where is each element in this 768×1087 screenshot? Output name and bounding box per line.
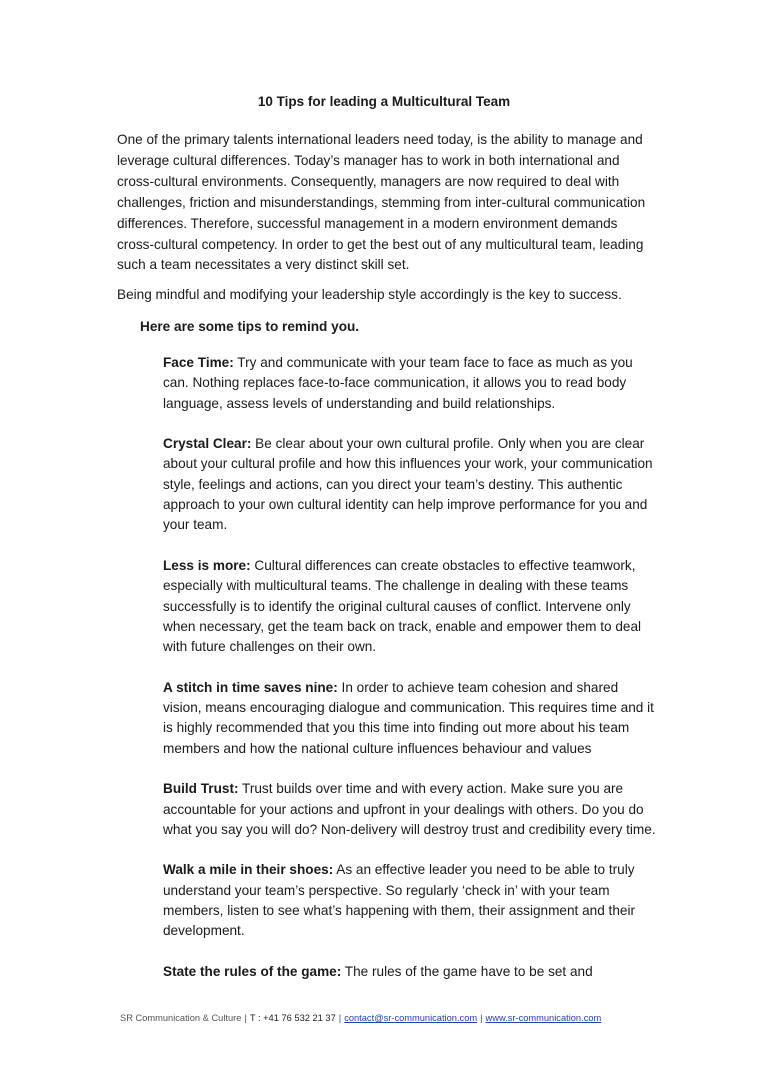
- tip-label: State the rules of the game:: [163, 963, 342, 979]
- tip-text: Trust builds over time and with every action. Make sure you are accountable for your actions and upfront in your dealings with others. Do you do what you say you will do? Non-delivery will destroy trust and credibility every time.: [163, 781, 656, 837]
- tip-text: As an effective leader you need to be able to truly understand your team’s perspective. So regularly ‘check in’ with your team members, listen to see what’s happening with them, their assignment and their development.: [163, 862, 636, 939]
- tip-less-is-more: [163, 556, 658, 657]
- tips-list: [163, 353, 658, 1003]
- tip-rules-of-the-game: [163, 962, 658, 982]
- tip-walk-a-mile: [163, 860, 658, 941]
- tip-crystal-clear: [163, 434, 658, 535]
- tip-text: Be clear about your own cultural profile. Only when you are clear about your cultural profile and how this influences your work, your communication style, feelings and actions, can you direct your team’s destiny. This authentic approach to your own cultural identity can help improve performance for you and your team.: [163, 436, 653, 533]
- tip-text: Cultural differences can create obstacles to effective teamwork, especially with multicultural teams. The challenge in dealing with these teams successfully is to identify the original cultural causes of conflict. Intervene only when necessary, get the team back on track, enable and empower them to deal with future challenges on their own.: [163, 557, 642, 655]
- tips-heading: Here are some tips to remind you.: [140, 319, 360, 334]
- tip-text: In order to achieve team cohesion and shared vision, means encouraging dialogue and communication. This requires time and it is highly recommended that you this time into finding out more about his team members and how the national culture influences behaviour and values: [163, 679, 654, 756]
- tip-face-time: [163, 353, 658, 414]
- footer-phone: T : +41 76 532 21 37: [249, 1013, 336, 1023]
- document-title: 10 Tips for leading a Multicultural Team: [257, 94, 511, 109]
- tip-build-trust: [163, 779, 658, 840]
- tip-stitch-in-time: [163, 678, 658, 759]
- tip-text: Try and communicate with your team face to face as much as you can. Nothing replaces face-to-face communication, it allows you to read body language, assess levels of understanding and build relationships.: [163, 355, 633, 411]
- tip-text: The rules of the game have to be set and: [341, 963, 593, 979]
- footer-email-link[interactable]: contact@sr-communication.com: [344, 1013, 478, 1023]
- footer-separator: |: [244, 1013, 247, 1023]
- key-to-success-paragraph: Being mindful and modifying your leadership style accordingly is the key to success.: [117, 287, 622, 302]
- page-footer: [120, 1012, 720, 1024]
- footer-website-link[interactable]: www.sr-communication.com: [485, 1013, 602, 1023]
- tip-label: Face Time:: [163, 355, 234, 370]
- tip-label: Less is more:: [163, 557, 251, 573]
- footer-separator: |: [480, 1013, 483, 1023]
- tip-label: Build Trust:: [163, 781, 239, 797]
- footer-separator: |: [338, 1013, 342, 1023]
- tip-label: A stitch in time saves nine:: [163, 679, 338, 695]
- tip-label: Crystal Clear:: [163, 436, 252, 452]
- footer-company: SR Communication & Culture: [120, 1013, 242, 1023]
- intro-paragraph: One of the primary talents international leaders need today, is the ability to manage and leverage cultural differences. Today’s manager has to work in both international and cross-cultural environments. Consequently, managers are now required to deal with challenges, friction and misunderstandings, stemming from inter-cultural communication differences. Therefore, successful management in a modern environment demands cross-cultural competency. In order to get the best out of any multicultural team, leading such a team necessitates a very distinct skill set.: [117, 132, 646, 273]
- tip-label: Walk a mile in their shoes:: [163, 862, 334, 878]
